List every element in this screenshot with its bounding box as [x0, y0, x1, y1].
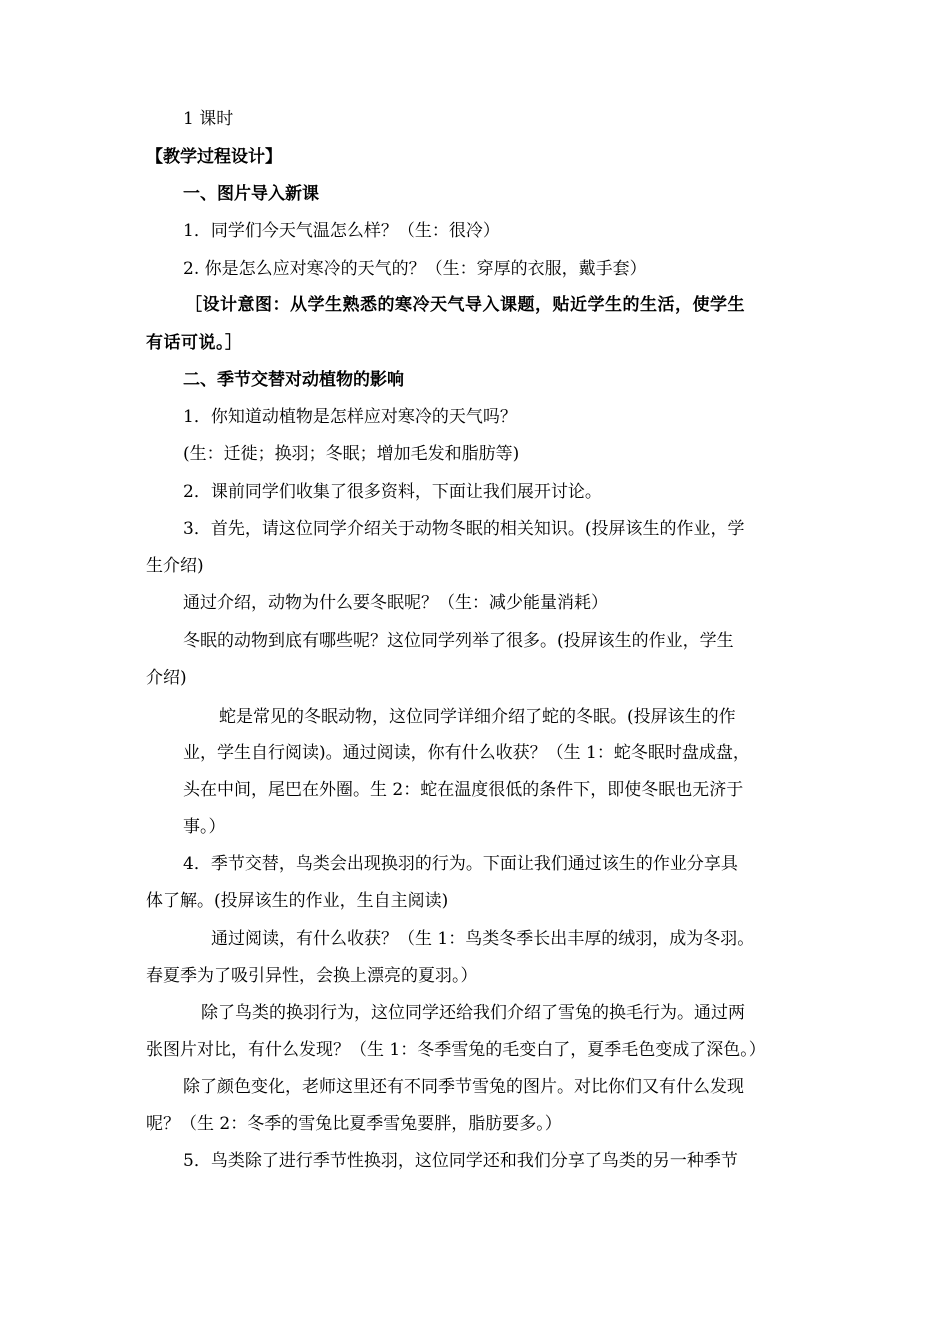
paragraph-line: 通过介绍，动物为什么要冬眠呢？（生：减少能量消耗）	[183, 593, 608, 613]
paragraph-line: 2．课前同学们收集了很多资料，下面让我们展开讨论。	[183, 482, 602, 502]
paragraph-line: 4．季节交替，鸟类会出现换羽的行为。下面让我们通过该生的作业分享具	[183, 854, 738, 874]
question-line-2: 2. 你是怎么应对寒冷的天气的？（生：穿厚的衣服，戴手套）	[183, 259, 647, 279]
paragraph-line: 张图片对比，有什么发现？（生 1：冬季雪兔的毛变白了，夏季毛色变成了深色。）	[146, 1040, 766, 1060]
paragraph-line: (生：迁徙；换羽；冬眠；增加毛发和脂肪等)	[183, 444, 520, 464]
paragraph-line: 体了解。(投屏该生的作业，生自主阅读)	[146, 891, 449, 911]
design-intent-line-1: ［设计意图：从学生熟悉的寒冷天气导入课题，贴近学生的生活，使学生	[185, 295, 745, 315]
paragraph-line: 头在中间，尾巴在外圈。生 2：蛇在温度很低的条件下，即使冬眠也无济于	[183, 780, 744, 800]
paragraph-line: 业，学生自行阅读)。通过阅读，你有什么收获？（生 1：蛇冬眠时盘成盘，	[183, 743, 750, 763]
paragraph-line: 5．鸟类除了进行季节性换羽，这位同学还和我们分享了鸟类的另一种季节	[183, 1151, 738, 1171]
paragraph-line: 除了颜色变化，老师这里还有不同季节雪兔的图片。对比你们又有什么发现	[183, 1077, 744, 1097]
paragraph-line: 3．首先，请这位同学介绍关于动物冬眠的相关知识。(投屏该生的作业，学	[183, 519, 745, 539]
class-hours-line: 1 课时	[183, 109, 234, 129]
paragraph-line: 事。）	[183, 817, 226, 837]
paragraph-line: 生介绍)	[146, 556, 204, 576]
design-intent-line-2: 有话可说。］	[146, 333, 243, 353]
subheading-picture-intro: 一、图片导入新课	[183, 184, 319, 204]
section-heading-teaching-process: 【教学过程设计】	[146, 147, 282, 167]
paragraph-line: 通过阅读，有什么收获？（生 1：鸟类冬季长出丰厚的绒羽，成为冬羽。	[211, 929, 755, 949]
paragraph-line: 冬眠的动物到底有哪些呢？这位同学列举了很多。(投屏该生的作业，学生	[183, 631, 734, 651]
paragraph-line: 介绍)	[146, 668, 187, 688]
paragraph-line: 1．你知道动植物是怎样应对寒冷的天气吗？	[183, 407, 517, 427]
paragraph-line: 除了鸟类的换羽行为，这位同学还给我们介绍了雪兔的换毛行为。通过两	[201, 1003, 745, 1023]
question-line-1: 1．同学们今天气温怎么样？（生：很冷）	[183, 221, 500, 241]
paragraph-line: 春夏季为了吸引异性，会换上漂亮的夏羽。）	[146, 966, 478, 986]
paragraph-line: 呢？（生 2：冬季的雪兔比夏季雪兔要胖，脂肪要多。）	[146, 1114, 562, 1134]
paragraph-line: 蛇是常见的冬眠动物，这位同学详细介绍了蛇的冬眠。(投屏该生的作	[219, 707, 736, 727]
subheading-seasonal-change: 二、季节交替对动植物的影响	[183, 370, 404, 390]
